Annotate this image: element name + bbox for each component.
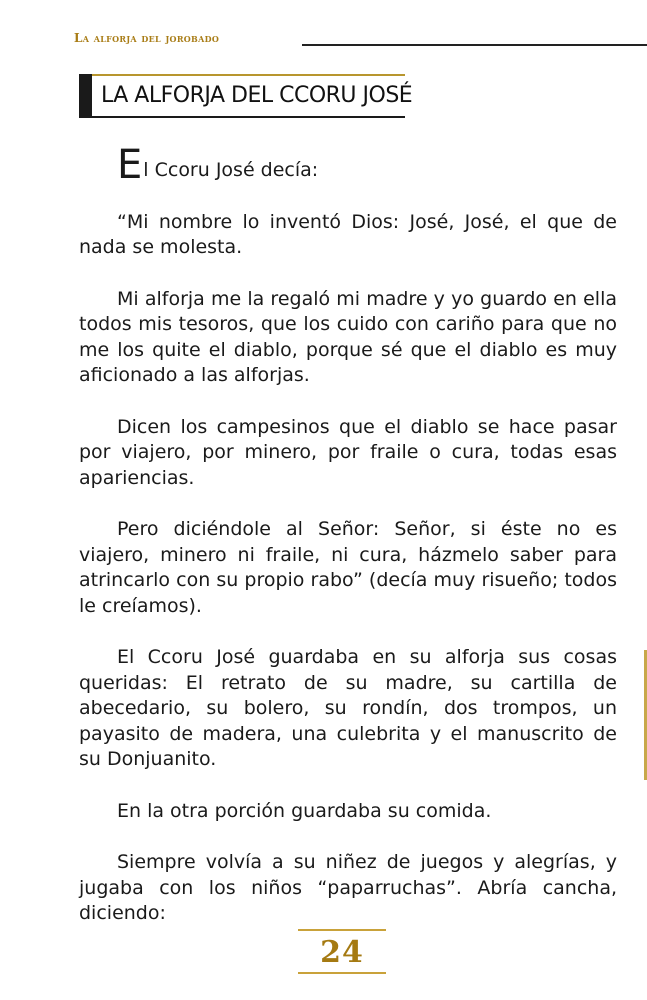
header-rule <box>302 44 647 46</box>
paragraph-3: Mi alforja me la regaló mi madre y yo guardo en ella todos mis tesoros, que los cuido con cariño para que no me los quite el diablo, porque sé que el diablo es muy aficionado a las alforjas. <box>79 287 617 386</box>
paragraph-7: En la otra porción guardaba su comida. <box>117 799 492 822</box>
paragraph-2: “Mi nombre lo inventó Dios: José, José, el que de nada se molesta. <box>79 210 617 258</box>
drop-cap: E <box>117 142 143 188</box>
title-bottom-rule <box>92 116 405 118</box>
page-number-bottom-rule <box>298 972 386 974</box>
page-number-top-rule <box>298 929 386 931</box>
title-top-rule <box>92 74 405 76</box>
paragraph-8: Siempre volvía a su niñez de juegos y alegrías, y jugaba con los niños “paparruchas”. Abría cancha, diciendo: <box>79 851 617 924</box>
paragraph-4: Dicen los campesinos que el diablo se hace pasar por viajero, por minero, por fraile o cura, todas esas apariencias. <box>79 415 617 489</box>
title-bar <box>79 74 92 118</box>
paragraph-6: El Ccoru José guardaba en su alforja sus cosas queridas: El retrato de su madre, su cartilla de abecedario, su bolero, su rondín, dos trompos, un payasito de madera, una culebrita y el manuscrito de su Donjuanito. <box>79 646 617 770</box>
page-number-box <box>298 929 386 975</box>
page-number: 24 <box>320 935 364 970</box>
section-title-box <box>79 74 413 118</box>
section-title: LA ALFORJA DEL CCORU JOSÉ <box>101 83 413 108</box>
paragraph-5: Pero diciéndole al Señor: Señor, si éste no es viajero, minero ni fraile, ni cura, házmelo saber para atrincarlo con su propio rabo” (decía muy risueño; todos le creíamos). <box>79 518 617 617</box>
paragraph-1 <box>79 142 617 188</box>
paragraph-text: l Ccoru José decía: <box>143 159 319 181</box>
body-text <box>79 142 617 953</box>
running-header: La alforja del jorobado <box>74 31 220 45</box>
